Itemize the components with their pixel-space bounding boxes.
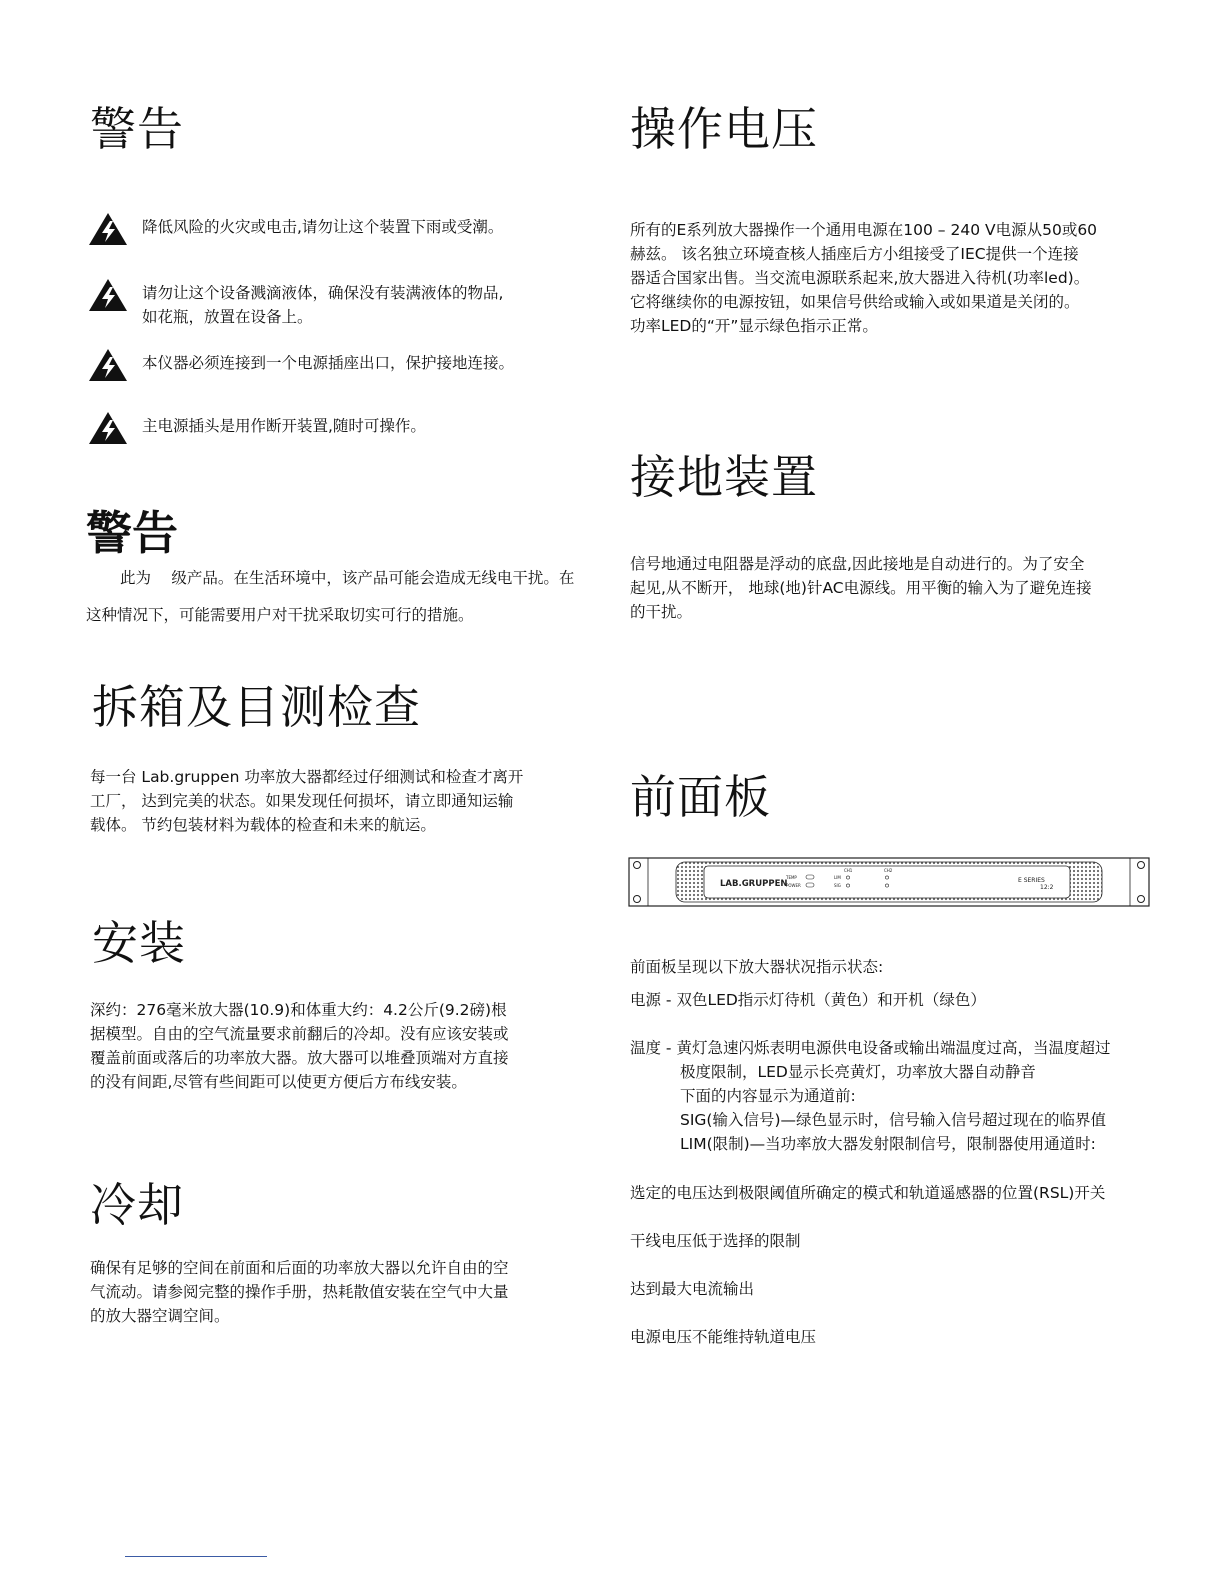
ground-line: 的干扰。 <box>630 603 693 621</box>
cooling-line: 气流动。请参阅完整的操作手册，热耗散值安装在空气中大量 <box>90 1283 509 1301</box>
unpack-line: 载体。 节约包装材料为载体的检查和未来的航运。 <box>90 816 436 834</box>
warning2-title: 警告 <box>86 506 178 560</box>
rsl-text: 选定的电压达到极限阈值所确定的模式和轨道遥感器的位置(RSL)开关 <box>630 1184 1106 1202</box>
voltage-title: 操作电压 <box>630 102 818 156</box>
temp-line: 温度 - 黄灯急速闪烁表明电源供电设备或输出端温度过高，当温度超过 <box>630 1039 1111 1057</box>
unpack-title: 拆箱及目测检查 <box>92 680 421 734</box>
voltage-line: 赫兹。 该名独立环境查核人插座后方小组接受了IEC提供一个连接 <box>630 245 1079 263</box>
install-line: 覆盖前面或落后的功率放大器。放大器可以堆叠顶端对方直接 <box>90 1049 509 1067</box>
install-line: 据模型。自由的空气流量要求前翻后的冷却。没有应该安装或 <box>90 1025 509 1043</box>
warning-triangle-icon <box>88 411 128 445</box>
cooling-line: 的放大器空调空间。 <box>90 1307 230 1325</box>
warning-text: 如花瓶，放置在设备上。 <box>142 308 313 326</box>
unpack-line: 每一台 Lab.gruppen 功率放大器都经过仔细测试和检查才离开 <box>90 768 524 786</box>
ground-text <box>630 552 1092 624</box>
panel-ch1-label: CH1 <box>844 868 853 873</box>
unpack-line: 工厂， 达到完美的状态。如果发现任何损坏，请立即通知运输 <box>90 792 514 810</box>
panel-power-label: POWER <box>786 883 801 888</box>
warning-item-1 <box>88 212 503 246</box>
panel-model-label: 12:2 <box>1040 884 1054 891</box>
front-intro: 前面板呈现以下放大器状况指示状态: <box>630 958 884 976</box>
warning-text: 降低风险的火灾或电击,请勿让这个装置下雨或受潮。 <box>142 218 504 236</box>
voltage-line: 所有的E系列放大器操作一个通用电源在100 – 240 V电源从50或60 <box>630 221 1098 239</box>
panel-series-label: E SERIES <box>1018 877 1045 884</box>
ground-line: 起见,从不断开， 地球(地)针AC电源线。用平衡的输入为了避免连接 <box>630 579 1092 597</box>
sig-line: SIG(输入信号)—绿色显示时，信号输入信号超过现在的临界值 <box>680 1111 1107 1129</box>
temp-indicator-text <box>630 1036 1110 1156</box>
panel-sig-label: SIG <box>834 883 841 888</box>
temp-line: 极度限制，LED显示长亮黄灯，功率放大器自动静音 <box>680 1063 1036 1081</box>
install-title: 安装 <box>92 916 186 970</box>
voltage-line: 它将继续你的电源按钮，如果信号供给或输入或如果道是关闭的。 <box>630 293 1080 311</box>
warning-text: 请勿让这个设备溅滴液体，确保没有装满液体的物品, <box>142 284 504 302</box>
warning-triangle-icon <box>88 212 128 246</box>
temp-line: 下面的内容显示为通道前: <box>680 1087 856 1105</box>
ch2-sig-led <box>885 884 888 887</box>
front-panel-illustration <box>628 857 1150 907</box>
ground-line: 信号地通过电阻器是浮动的底盘,因此接地是自动进行的。为了安全 <box>630 555 1085 573</box>
footer-rule <box>125 1556 267 1557</box>
temp-led <box>806 875 814 879</box>
lim-line: LIM(限制)—当功率放大器发射限制信号，限制器使用通道时: <box>680 1135 1096 1153</box>
install-line: 的没有间距,尽管有些间距可以使更方便后方布线安装。 <box>90 1073 467 1091</box>
warning-item-3 <box>88 348 514 382</box>
install-line: 深约：276毫米放大器(10.9)和体重大约：4.2公斤(9.2磅)根 <box>90 1001 507 1019</box>
power-indicator-text: 电源 - 双色LED指示灯待机（黄色）和开机（绿色） <box>630 991 986 1009</box>
warning2-text-line2: 这种情况下，可能需要用户对干扰采取切实可行的措施。 <box>86 606 474 624</box>
warning-title: 警告 <box>90 102 184 156</box>
cooling-text <box>90 1256 509 1328</box>
panel-ch2-label: CH2 <box>884 868 893 873</box>
warning-triangle-icon <box>88 348 128 382</box>
panel-brand: LAB.GRUPPEN <box>720 879 788 889</box>
voltage-line: 器适合国家出售。当交流电源联系起来,放大器进入待机(功率led)。 <box>630 269 1090 287</box>
warning2-text-line1: 此为 级产品。在生活环境中，该产品可能会造成无线电干扰。在 <box>120 569 575 587</box>
warning-text: 主电源插头是用作断开装置,随时可操作。 <box>142 417 426 435</box>
current-text: 达到最大电流输出 <box>630 1280 755 1298</box>
ch2-lim-led <box>885 876 888 879</box>
voltage-text <box>630 218 1097 338</box>
rail-text: 干线电压低于选择的限制 <box>630 1232 801 1250</box>
install-text <box>90 998 509 1094</box>
warning-item-2 <box>88 278 503 329</box>
unpack-text <box>90 765 523 837</box>
panel-temp-label: TEMP <box>786 875 797 880</box>
warning-triangle-icon <box>88 278 128 312</box>
ch1-lim-led <box>846 876 849 879</box>
ground-title: 接地装置 <box>630 450 818 504</box>
voltage-line: 功率LED的“开”显示绿色指示正常。 <box>630 317 878 335</box>
power-led <box>806 883 814 887</box>
supply-text: 电源电压不能维持轨道电压 <box>630 1328 817 1346</box>
warning-text: 本仪器必须连接到一个电源插座出口，保护接地连接。 <box>142 354 515 372</box>
front-panel-title: 前面板 <box>630 770 771 824</box>
warning-item-4 <box>88 411 426 445</box>
panel-lim-label: LIM <box>834 875 841 880</box>
ch1-sig-led <box>846 884 849 887</box>
cooling-line: 确保有足够的空间在前面和后面的功率放大器以允许自由的空 <box>90 1259 509 1277</box>
cooling-title: 冷却 <box>90 1178 184 1232</box>
